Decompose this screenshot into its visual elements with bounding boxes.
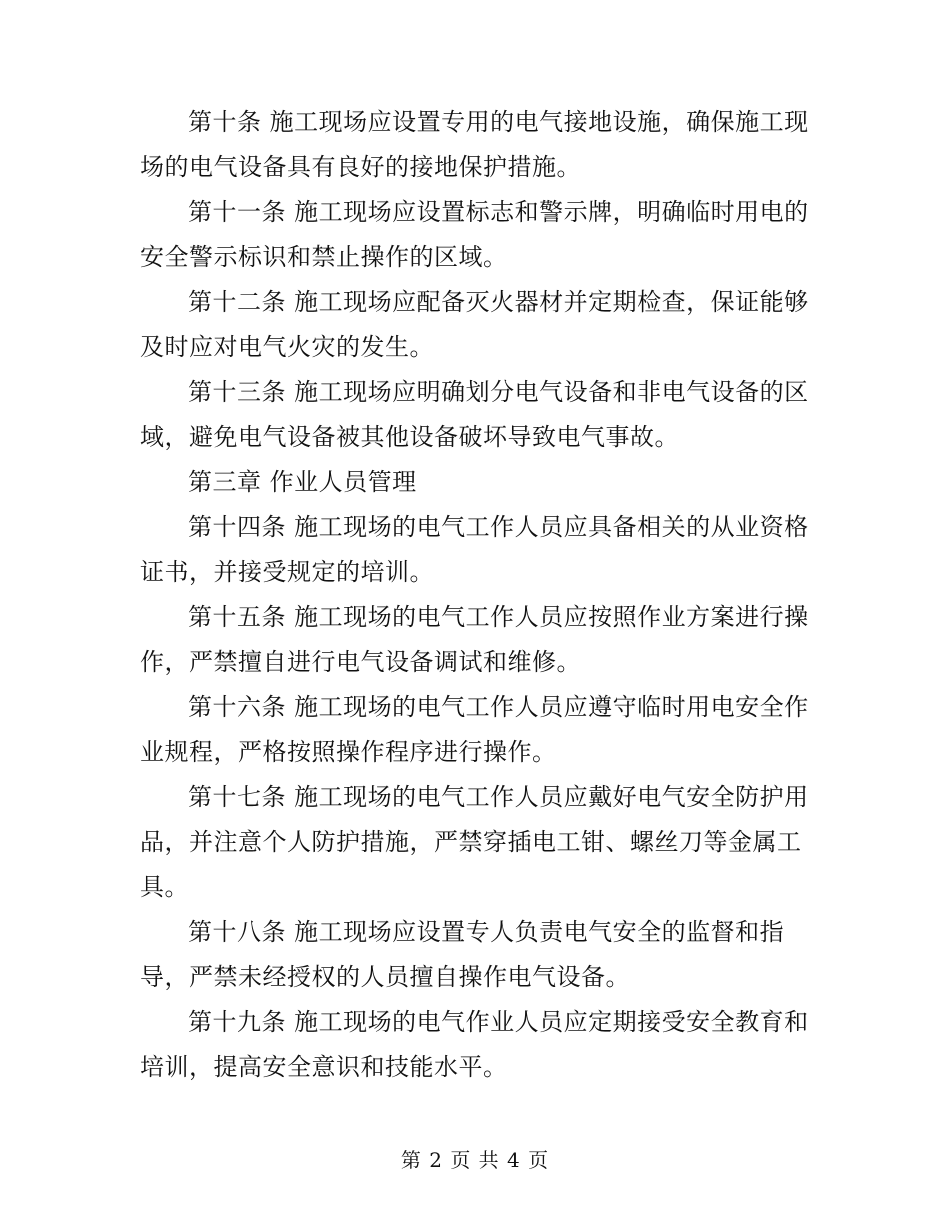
page-number-footer: 第 2 页 共 4 页 [400,1148,550,1172]
article-14: 第十四条 施工现场的电气工作人员应具备相关的从业资格证书，并接受规定的培训。 [140,513,809,586]
chapter-3-heading: 第三章 作业人员管理 [188,468,417,496]
article-13: 第十三条 施工现场应明确划分电气设备和非电气设备的区域，避免电气设备被其他设备破坏导致电气事故。 [140,378,809,451]
article-17: 第十七条 施工现场的电气工作人员应戴好电气安全防护用品，并注意个人防护措施，严禁穿插电工钳、螺丝刀等金属工具。 [140,783,809,901]
article-19: 第十九条 施工现场的电气作业人员应定期接受安全教育和培训，提高安全意识和技能水平。 [140,1008,809,1081]
article-12: 第十二条 施工现场应配备灭火器材并定期检查，保证能够及时应对电气火灾的发生。 [140,288,809,361]
article-15: 第十五条 施工现场的电气工作人员应按照作业方案进行操作，严禁擅自进行电气设备调试和维修。 [140,603,809,676]
document-body [140,100,812,1090]
article-10: 第十条 施工现场应设置专用的电气接地设施，确保施工现场的电气设备具有良好的接地保护措施。 [140,108,809,181]
article-16: 第十六条 施工现场的电气工作人员应遵守临时用电安全作业规程，严格按照操作程序进行操作。 [140,693,809,766]
article-11: 第十一条 施工现场应设置标志和警示牌，明确临时用电的安全警示标识和禁止操作的区域。 [140,198,809,271]
article-18: 第十八条 施工现场应设置专人负责电气安全的监督和指导，严禁未经授权的人员擅自操作电气设备。 [140,918,785,991]
